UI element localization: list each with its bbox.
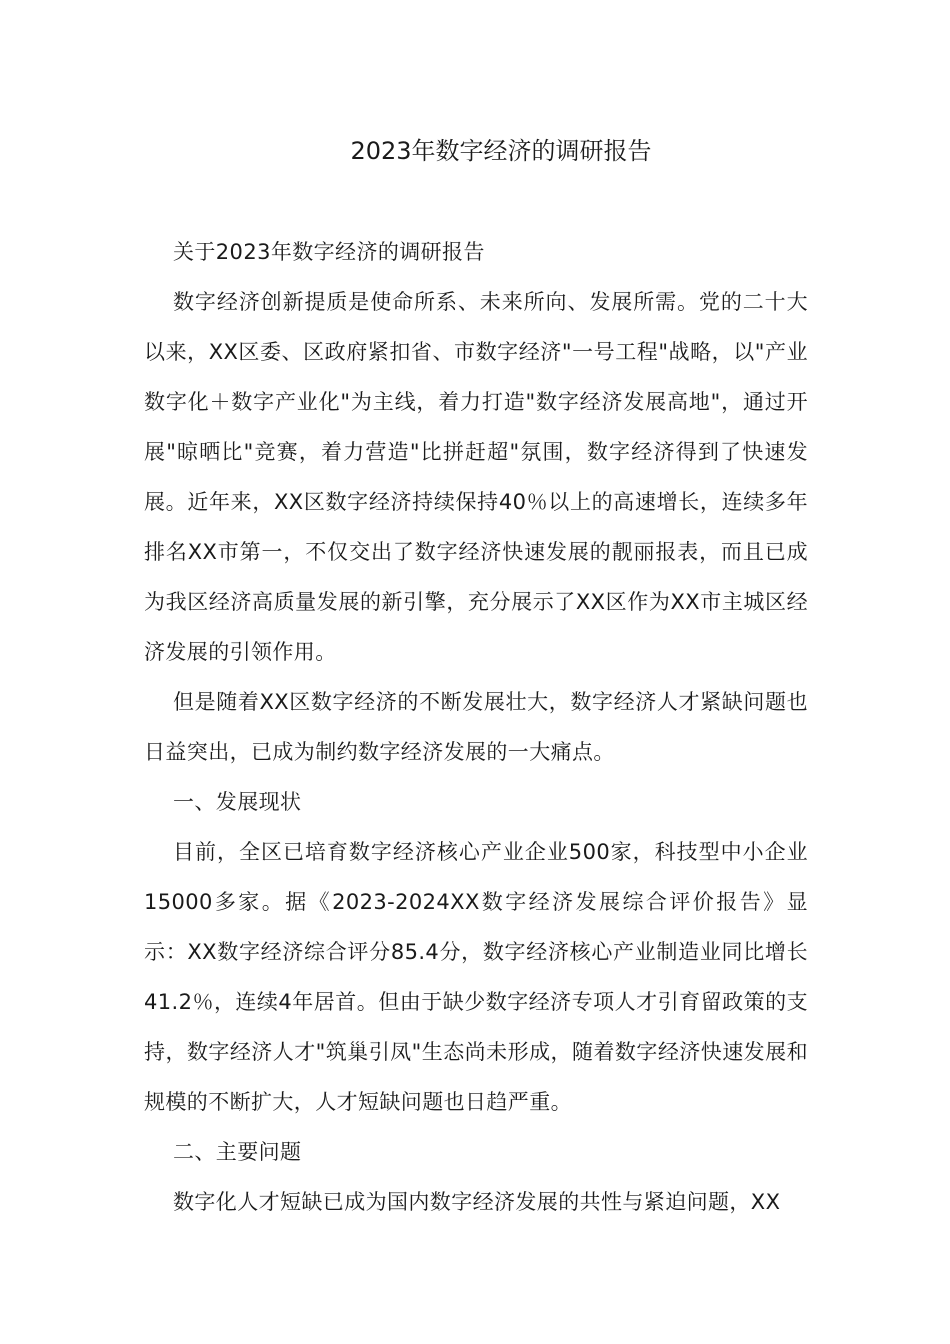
section-heading-status: 一、发展现状: [173, 790, 302, 814]
problem-paragraph: 但是随着XX区数字经济的不断发展壮大，数字经济人才紧缺问题也日益突出，已成为制约数字经济发展的一大痛点。: [144, 690, 808, 764]
issues-paragraph: 数字化人才短缺已成为国内数字经济发展的共性与紧迫问题，XX: [173, 1190, 781, 1214]
section-heading-issues: 二、主要问题: [173, 1140, 302, 1164]
intro-paragraph: 数字经济创新提质是使命所系、未来所向、发展所需。党的二十大以来，XX区委、区政府紧扣省、市数字经济"一号工程"战略，以"产业数字化＋数字产业化"为主线，着力打造"数字经济发展高地"，通过开展"晾晒比"竞赛，着力营造"比拼赶超"氛围，数字经济得到了快速发展。近年来，XX区数字经济持续保持40％以上的高速增长，连续多年排名XX市第一，不仅交出了数字经济快速发展的靓丽报表，而且已成为我区经济高质量发展的新引擎，充分展示了XX区作为XX市主城区经济发展的引领作用。: [144, 290, 808, 664]
status-paragraph: 目前，全区已培育数字经济核心产业企业500家，科技型中小企业15000多家。据《2023-2024XX数字经济发展综合评价报告》显示：XX数字经济综合评分85.4分，数字经济核心产业制造业同比增长41.2％，连续4年居首。但由于缺少数字经济专项人才引育留政策的支持，数字经济人才"筑巢引凤"生态尚未形成，随着数字经济快速发展和规模的不断扩大，人才短缺问题也日趋严重。: [144, 840, 808, 1114]
document-body: [144, 227, 808, 1227]
subtitle-paragraph: 关于2023年数字经济的调研报告: [173, 240, 485, 264]
document-title: 2023年数字经济的调研报告: [350, 137, 652, 165]
